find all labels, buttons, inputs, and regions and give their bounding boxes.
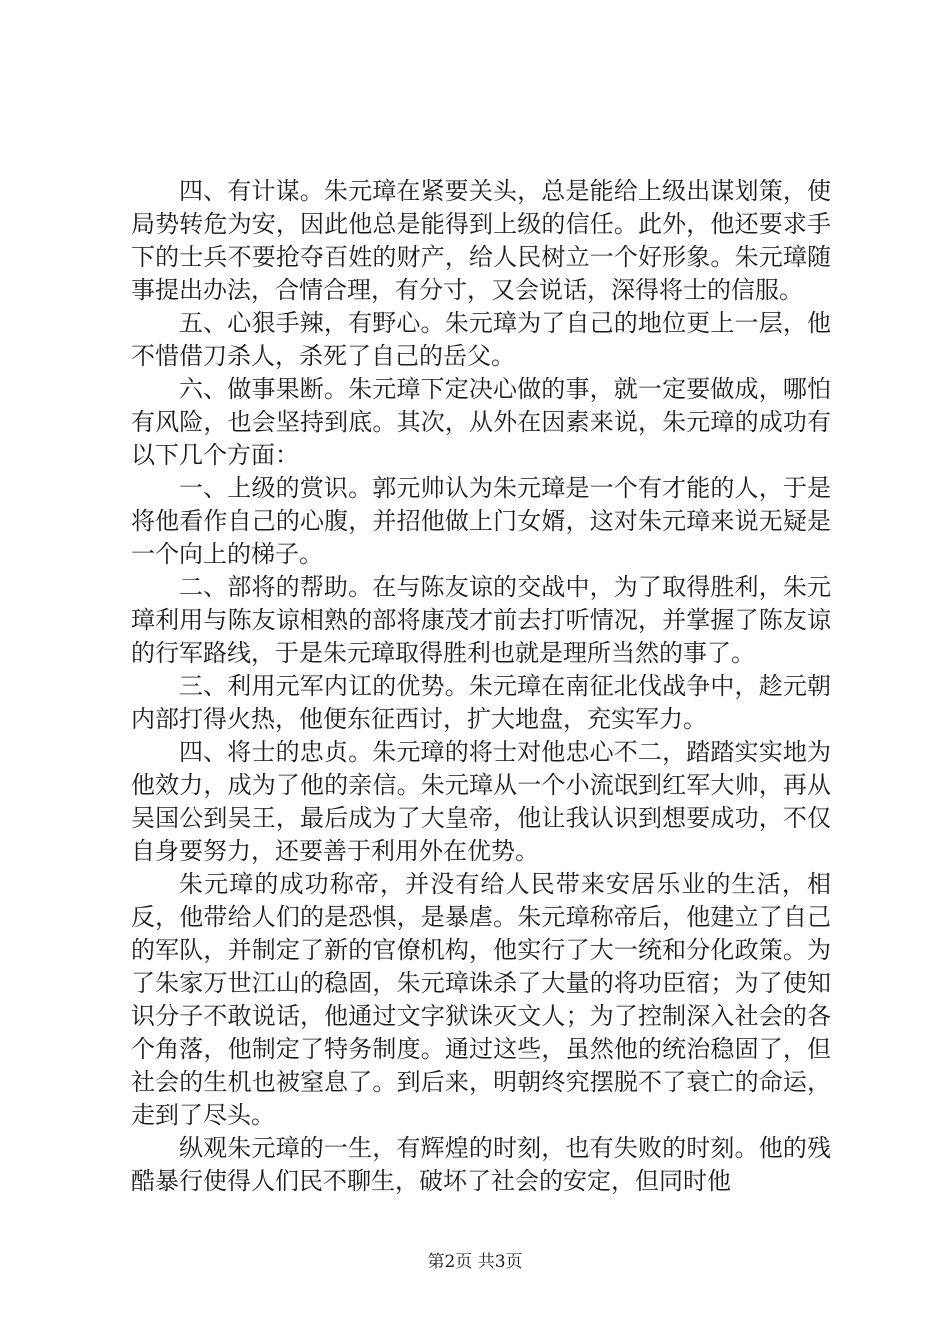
page-number-footer: 第2页 共3页 bbox=[427, 1252, 523, 1272]
paragraph-generals-help: 二、部将的帮助。在与陈友谅的交战中，为了取得胜利，朱元璋利用与陈友谅相熟的部将康茂才前去打听情况，并掌握了陈友谅的行军路线，于是朱元璋取得胜利也就是理所当然的事了。 bbox=[131, 573, 831, 667]
document-body bbox=[131, 175, 831, 1198]
paragraph-emperor-rule: 朱元璋的成功称帝，并没有给人民带来安居乐业的生活，相反，他带给人们的是恐惧，是暴虐。朱元璋称帝后，他建立了自己的军队，并制定了新的官僚机构，他实行了大一统和分化政策。为了朱家万世江山的稳固，朱元璋诛杀了大量的将功臣宿；为了使知识分子不敢说话，他通过文字狱诛灭文人；为了控制深入社会的各个角落，他制定了特务制度。通过这些，虽然他的统治稳固了，但社会的生机也被窒息了。到后来，明朝终究摆脱不了衰亡的命运，走到了尽头。 bbox=[131, 870, 831, 1129]
paragraph-decisive: 六、做事果断。朱元璋下定决心做的事，就一定要做成，哪怕有风险，也会坚持到底。其次，从外在因素来说，朱元璋的成功有以下几个方面： bbox=[131, 375, 831, 469]
paragraph-superior-recognition: 一、上级的赏识。郭元帅认为朱元璋是一个有才能的人，于是将他看作自己的心腹，并招他做上门女婿，这对朱元璋来说无疑是一个向上的梯子。 bbox=[131, 474, 831, 568]
paragraph-overview: 纵观朱元璋的一生，有辉煌的时刻，也有失败的时刻。他的残酷暴行使得人们民不聊生，破坏了社会的安定，但同时他 bbox=[131, 1134, 831, 1195]
paragraph-scheming: 四、有计谋。朱元璋在紧要关头，总是能给上级出谋划策，使局势转危为安，因此他总是能得到上级的信任。此外，他还要求手下的士兵不要抢夺百姓的财产，给人民树立一个好形象。朱元璋随事提出办法，合情合理，有分寸，又会说话，深得将士的信服。 bbox=[131, 177, 831, 304]
paragraph-ruthless: 五、心狠手辣，有野心。朱元璋为了自己的地位更上一层，他不惜借刀杀人，杀死了自己的岳父。 bbox=[131, 309, 831, 370]
paragraph-loyal-generals: 四、将士的忠贞。朱元璋的将士对他忠心不二，踏踏实实地为他效力，成为了他的亲信。朱元璋从一个小流氓到红军大帅，再从吴国公到吴王，最后成为了大皇帝，他让我认识到想要成功，不仅自身要努力，还要善于利用外在优势。 bbox=[131, 738, 831, 865]
paragraph-yuan-infighting: 三、利用元军内讧的优势。朱元璋在南征北伐战争中，趁元朝内部打得火热，他便东征西讨，扩大地盘，充实军力。 bbox=[131, 672, 831, 733]
